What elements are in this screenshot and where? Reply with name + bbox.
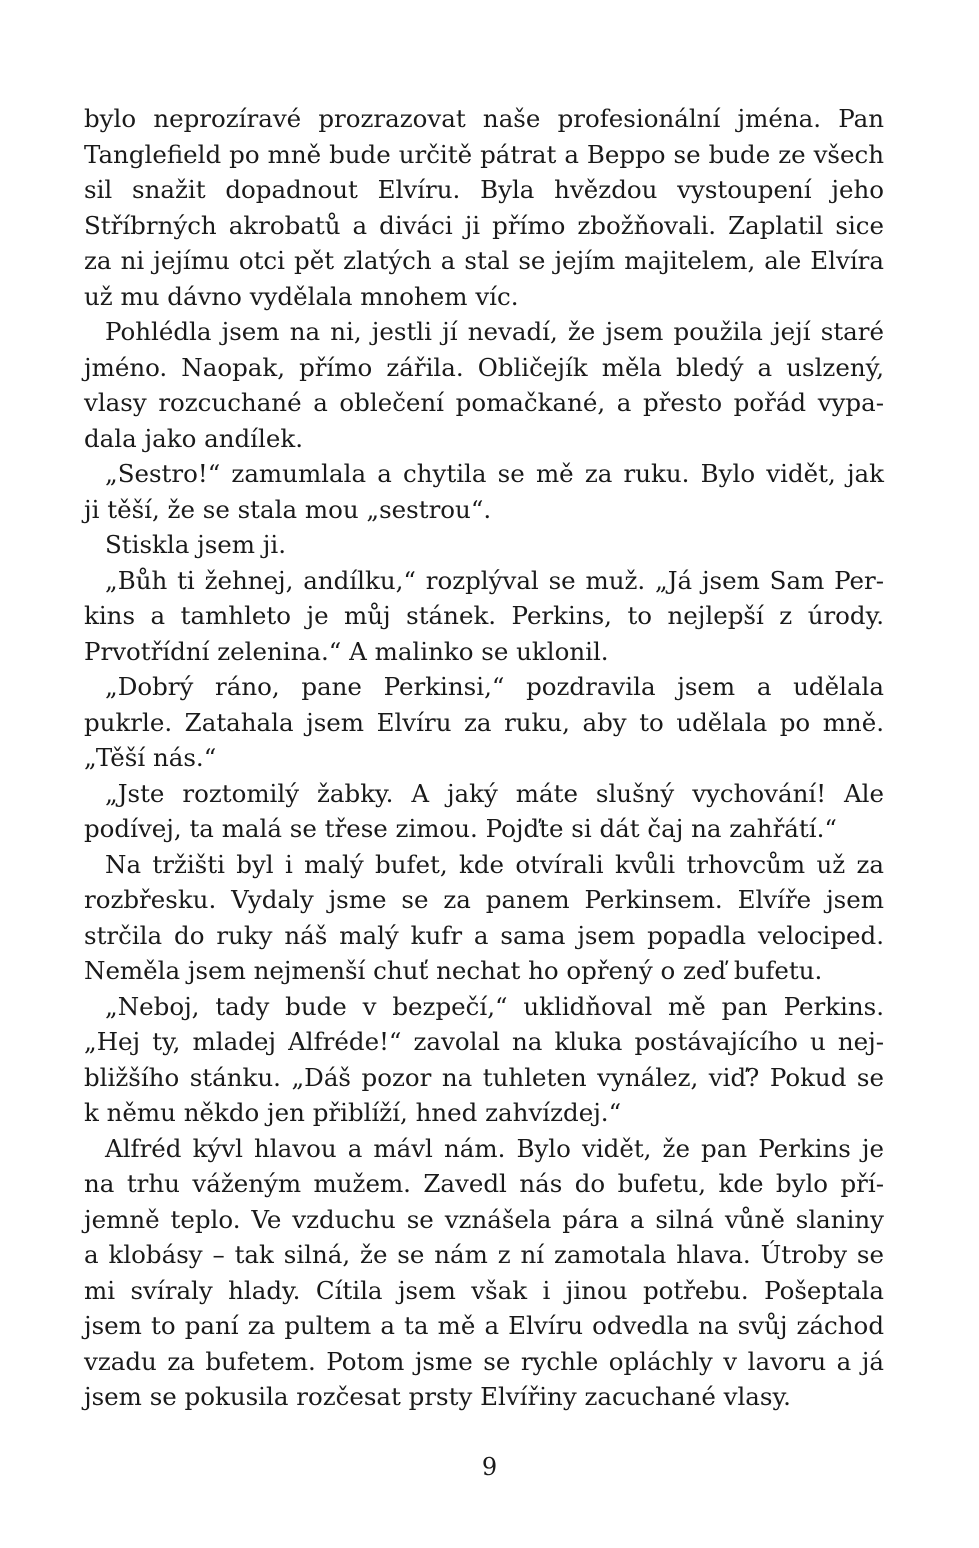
text-line: rozbřesku. Vydaly jsme se za panem Perkinsem. Elvíře jsem [84,885,884,914]
text-line: jemně teplo. Ve vzduchu se vznášela pára a silná vůně slaniny [84,1204,884,1234]
text-line: k němu někdo jen přiblíží, hned zahvízdej.“ [84,1098,622,1127]
text-line: ji těší, že se stala mou „sestrou“. [84,494,492,524]
text-line: na trhu váženým mužem. Zavedl nás do bufetu, kde bylo pří- [84,1169,884,1198]
text-line: a klobásy – tak silná, že se nám z ní zamotala hlava. Útroby se [84,1240,884,1269]
text-line: Stiskla jsem ji. [105,530,287,559]
text-line: strčila do ruky náš malý kufr a sama jsem popadla velociped. [84,920,884,950]
text-line: „Hej ty, mladej Alfréde!“ zavolal na kluka postávajícího u nej- [84,1027,884,1056]
text-line: bylo neprozíravé prozrazovat naše profesionální jména. Pan [84,104,884,133]
text-line: „Těší nás.“ [84,743,217,772]
text-line: pukrle. Zatahala jsem Elvíru za ruku, aby to udělala po mně. [84,707,884,737]
text-line: Prvotřídní zelenina.“ A malinko se uklonil. [84,636,609,666]
text-line: „Neboj, tady bude v bezpečí,“ uklidňoval mě pan Perkins. [105,991,884,1021]
text-line: Stříbrných akrobatů a diváci ji přímo zbožňovali. Zaplatil sice [84,210,884,240]
text-line: jsem to paní za pultem a ta mě a Elvíru odvedla na svůj záchod [84,1311,884,1340]
body-text [84,101,884,1415]
text-line: vlasy rozcuchané a oblečení pomačkané, a přesto pořád vypa- [84,388,884,417]
text-line: Pohlédla jsem na ni, jestli jí nevadí, že jsem použila její staré [105,317,884,346]
text-line: jméno. Naopak, přímo zářila. Obličejík měla bledý a uslzený, [84,352,884,382]
text-line: Tanglefield po mně bude určitě pátrat a Beppo se bude ze všech [84,139,884,169]
text-line: sil snažit dopadnout Elvíru. Byla hvězdou vystoupení jeho [84,175,884,204]
text-line: „Sestro!“ zamumlala a chytila se mě za ruku. Bylo vidět, jak [105,459,884,488]
text-line: kins a tamhleto je můj stánek. Perkins, to nejlepší z úrody. [84,601,884,630]
text-line: jsem se pokusila rozčesat prsty Elvířiny zacuchané vlasy. [84,1382,791,1411]
text-line: Na tržišti byl i malý bufet, kde otvírali kvůli trhovcům už za [105,849,884,879]
text-line: dala jako andílek. [84,423,303,453]
text-line: Neměla jsem nejmenší chuť nechat ho opřený o zeď bufetu. [84,956,823,985]
text-line: „Dobrý ráno, pane Perkinsi,“ pozdravila jsem a udělala [105,672,884,701]
text-line: bližšího stánku. „Dáš pozor na tuhleten vynález, viď? Pokud se [84,1062,884,1092]
page-number: 9 [481,1453,498,1481]
text-line: „Bůh ti žehnej, andílku,“ rozplýval se muž. „Já jsem Sam Per- [105,565,884,595]
text-line: „Jste roztomilý žabky. A jaký máte slušný vychování! Ale [105,778,884,808]
text-line: podívej, ta malá se třese zimou. Pojďte si dát čaj na zahřátí.“ [84,814,837,843]
text-line: za ni jejímu otci pět zlatých a stal se jejím majitelem, ale Elvíra [84,246,884,275]
text-line: už mu dávno vydělala mnohem víc. [84,281,519,311]
text-line: Alfréd kývl hlavou a mávl nám. Bylo vidět, že pan Perkins je [105,1133,884,1163]
text-line: mi svíraly hlady. Cítila jsem však i jinou potřebu. Pošeptala [84,1275,884,1305]
text-line: vzadu za bufetem. Potom jsme se rychle opláchly v lavoru a já [84,1346,884,1376]
